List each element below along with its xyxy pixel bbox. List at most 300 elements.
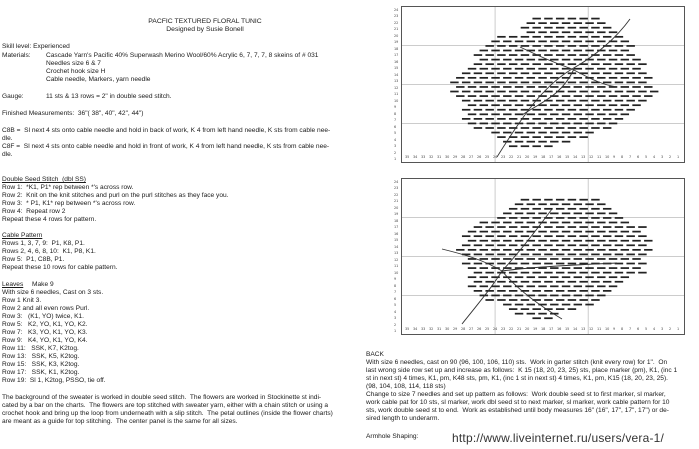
- column-number: 35: [405, 327, 410, 331]
- stitch-bar: [603, 109, 611, 111]
- stitch-bar: [621, 240, 629, 242]
- stitch-bar: [491, 222, 499, 224]
- stitch-bar: [562, 50, 570, 52]
- stitch-bar: [532, 317, 540, 319]
- designer-line: Designed by Susie Bonell: [166, 26, 244, 33]
- stitch-bar: [585, 258, 593, 260]
- stitch-bar: [503, 77, 511, 79]
- stitch-bar: [480, 123, 488, 125]
- stitch-bar: [574, 304, 582, 306]
- stitch-bar: [527, 249, 535, 251]
- stitch-bar: [527, 203, 535, 205]
- stitch-bar: [609, 285, 617, 287]
- double-seed-line: Repeat these 4 rows for pattern.: [2, 216, 97, 223]
- stitch-bar: [509, 226, 517, 228]
- stitch-bar: [515, 86, 523, 88]
- column-number: 9: [613, 155, 616, 159]
- stitch-bar: [562, 295, 570, 297]
- stitch-bar: [468, 95, 476, 97]
- stitch-bar: [609, 31, 617, 33]
- stitch-bar: [538, 276, 546, 278]
- stitch-bar: [579, 118, 587, 120]
- stitch-bar: [597, 258, 605, 260]
- column-number: 29: [453, 327, 458, 331]
- stitch-bar: [527, 258, 535, 260]
- stitch-bar: [579, 299, 587, 301]
- stitch-bar: [609, 222, 617, 224]
- stitch-bar: [579, 36, 587, 38]
- skill-level: Skill level: Experienced: [2, 43, 70, 50]
- stitch-bar: [480, 104, 488, 106]
- stitch-bar: [527, 123, 535, 125]
- stitch-bar: [585, 123, 593, 125]
- row-number: 13: [394, 79, 399, 84]
- leaves-line: With size 6 needles, Cast on 3 sts.: [2, 289, 104, 296]
- column-number: 11: [597, 327, 602, 331]
- stitch-bar: [568, 136, 576, 138]
- stitch-bar: [480, 258, 488, 260]
- stitch-bar: [521, 72, 529, 74]
- stitch-bar: [574, 203, 582, 205]
- column-number: 1: [677, 327, 680, 331]
- stitch-bar: [497, 299, 505, 301]
- stitch-bar: [497, 254, 505, 256]
- stitch-bar: [538, 22, 546, 24]
- stitch-bar: [515, 59, 523, 61]
- column-number: 25: [485, 327, 490, 331]
- stitch-bar: [491, 240, 499, 242]
- stitch-bar: [574, 213, 582, 215]
- stitch-bar: [603, 272, 611, 274]
- stitch-bar: [585, 249, 593, 251]
- stitch-bar: [615, 226, 623, 228]
- stitch-bar: [527, 68, 535, 70]
- stitch-bar: [644, 240, 652, 242]
- stitch-bar: [585, 203, 593, 205]
- stitch-bar: [550, 258, 558, 260]
- stitch-bar: [468, 104, 476, 106]
- stitch-bar: [632, 104, 640, 106]
- stitch-bar: [532, 118, 540, 120]
- stitch-bar: [538, 141, 546, 143]
- stitch-bar: [538, 68, 546, 70]
- row-number: 4: [394, 137, 397, 142]
- column-number: 2: [669, 327, 672, 331]
- row-number: 24: [394, 8, 399, 12]
- stitch-bar: [509, 54, 517, 56]
- stitch-bar: [621, 258, 629, 260]
- stitch-bar: [615, 217, 623, 219]
- stitch-bar: [503, 285, 511, 287]
- stitch-bar: [638, 72, 646, 74]
- stitch-bar: [603, 127, 611, 129]
- stitch-bar: [609, 276, 617, 278]
- stitch-bar: [621, 41, 629, 43]
- stitch-bar: [527, 59, 535, 61]
- row-number: 22: [394, 20, 399, 25]
- stitch-bar: [515, 276, 523, 278]
- stitch-bar: [491, 285, 499, 287]
- leaves-line: Row 11: SSK, K7, K2tog.: [2, 345, 79, 352]
- stitch-bar: [615, 100, 623, 102]
- stitch-bar: [474, 54, 482, 56]
- stitch-bar: [597, 77, 605, 79]
- column-number: 9: [613, 327, 616, 331]
- stitch-bar: [579, 127, 587, 129]
- stitch-bar: [532, 27, 540, 29]
- cable-pattern-line: Rows 1, 3, 7, 9: P1, K8, P1.: [2, 240, 85, 247]
- stitch-bar: [474, 82, 482, 84]
- stitch-bar: [544, 299, 552, 301]
- stitch-bar: [527, 113, 535, 115]
- stitch-bar: [568, 27, 576, 29]
- stitch-bar: [585, 104, 593, 106]
- stitch-bar: [550, 304, 558, 306]
- stitch-bar: [574, 258, 582, 260]
- row-number: 15: [394, 66, 399, 71]
- stitch-bar: [532, 109, 540, 111]
- stitch-bar: [568, 226, 576, 228]
- stitch-bar: [591, 290, 599, 292]
- stitch-bar: [497, 263, 505, 265]
- row-number: 9: [394, 277, 397, 282]
- stitch-bar: [597, 86, 605, 88]
- stitch-bar: [632, 231, 640, 233]
- stitch-bar: [515, 240, 523, 242]
- stitch-bar: [603, 290, 611, 292]
- row-number: 21: [394, 27, 399, 32]
- stitch-bar: [468, 276, 476, 278]
- stitch-bar: [550, 285, 558, 287]
- stitch-bar: [503, 258, 511, 260]
- stitch-bar: [591, 72, 599, 74]
- stitch-bar: [456, 86, 464, 88]
- stitch-bar: [568, 308, 576, 310]
- stitch-bar: [521, 217, 529, 219]
- stitch-bar: [609, 59, 617, 61]
- column-number: 6: [637, 155, 640, 159]
- stitch-bar: [497, 109, 505, 111]
- stitch-bar: [480, 86, 488, 88]
- stitch-bar: [503, 41, 511, 43]
- stitch-bar: [574, 59, 582, 61]
- row-number: 2: [394, 322, 397, 327]
- row-number: 19: [394, 40, 399, 45]
- stitch-bar: [556, 100, 564, 102]
- stitch-bar: [585, 213, 593, 215]
- column-number: 3: [661, 155, 664, 159]
- stitch-bar: [585, 132, 593, 134]
- stitch-bar: [638, 244, 646, 246]
- stitch-bar: [585, 240, 593, 242]
- stitch-bar: [574, 222, 582, 224]
- stitch-bar: [509, 100, 517, 102]
- stitch-bar: [556, 118, 564, 120]
- stitch-bar: [515, 104, 523, 106]
- column-number: 12: [589, 327, 594, 331]
- stitch-bar: [544, 145, 552, 147]
- stitch-bar: [556, 109, 564, 111]
- stitch-bar: [509, 63, 517, 65]
- stitch-bar: [632, 240, 640, 242]
- stitch-bar: [591, 36, 599, 38]
- stitch-bar: [638, 226, 646, 228]
- stitch-bar: [485, 91, 493, 93]
- stitch-bar: [632, 95, 640, 97]
- stitch-bar: [485, 109, 493, 111]
- stitch-bar: [579, 91, 587, 93]
- stitch-bar: [480, 77, 488, 79]
- stitch-bar: [485, 100, 493, 102]
- column-number: 24: [493, 327, 498, 331]
- stitch-bar: [544, 45, 552, 47]
- stitch-bar: [474, 109, 482, 111]
- stitch-bar: [532, 263, 540, 265]
- stitch-bar: [585, 22, 593, 24]
- stitch-bar: [579, 45, 587, 47]
- stitch-bar: [562, 258, 570, 260]
- stitch-bar: [591, 217, 599, 219]
- stitch-bar: [597, 240, 605, 242]
- stitch-bar: [550, 104, 558, 106]
- stitch-bar: [556, 244, 564, 246]
- stitch-bar: [597, 104, 605, 106]
- stitch-bar: [544, 54, 552, 56]
- stitch-bar: [474, 72, 482, 74]
- stitch-bar: [591, 226, 599, 228]
- stitch-bar: [621, 86, 629, 88]
- stitch-bar: [585, 267, 593, 269]
- column-number: 16: [557, 155, 562, 159]
- stitch-bar: [562, 95, 570, 97]
- stitch-bar: [485, 281, 493, 283]
- stitch-bar: [532, 82, 540, 84]
- stitch-bar: [538, 258, 546, 260]
- stitch-bar: [474, 118, 482, 120]
- stitch-bar: [521, 308, 529, 310]
- stitch-bar: [544, 317, 552, 319]
- stitch-bar: [509, 235, 517, 237]
- column-number: 19: [533, 155, 538, 159]
- stitch-bar: [626, 254, 634, 256]
- column-number: 8: [621, 155, 624, 159]
- stitch-bar: [532, 244, 540, 246]
- stitch-bar: [497, 217, 505, 219]
- column-number: 16: [557, 327, 562, 331]
- stitch-bar: [509, 82, 517, 84]
- stitch-bar: [621, 249, 629, 251]
- stitch-bar: [556, 54, 564, 56]
- row-number: 12: [394, 257, 399, 262]
- stitch-bar: [574, 41, 582, 43]
- stitch-bar: [609, 95, 617, 97]
- stitch-bar: [538, 240, 546, 242]
- stitch-bar: [532, 36, 540, 38]
- row-number: 18: [394, 218, 399, 223]
- stitch-bar: [509, 263, 517, 265]
- stitch-bar: [591, 109, 599, 111]
- stitch-bar: [574, 123, 582, 125]
- column-number: 21: [517, 327, 522, 331]
- stitch-bar: [544, 63, 552, 65]
- stitch-bar: [556, 281, 564, 283]
- stitch-bar: [497, 91, 505, 93]
- stitch-bar: [521, 45, 529, 47]
- stitch-bar: [527, 304, 535, 306]
- stitch-bar: [538, 203, 546, 205]
- stitch-bar: [515, 231, 523, 233]
- stitch-bar: [503, 104, 511, 106]
- stitch-bar: [474, 263, 482, 265]
- stitch-bar: [538, 31, 546, 33]
- stitch-bar: [485, 72, 493, 74]
- column-number: 22: [509, 155, 514, 159]
- stitch-bar: [603, 208, 611, 210]
- stitch-bar: [544, 290, 552, 292]
- stitch-bar: [509, 217, 517, 219]
- stitch-bar: [491, 231, 499, 233]
- stitch-bar: [615, 54, 623, 56]
- stitch-bar: [621, 68, 629, 70]
- stitch-bar: [480, 249, 488, 251]
- stitch-bar: [568, 91, 576, 93]
- stitch-bar: [621, 50, 629, 52]
- stitch-bar: [485, 54, 493, 56]
- stitch-bar: [603, 281, 611, 283]
- stitch-bar: [527, 313, 535, 315]
- row-number: 17: [394, 225, 399, 230]
- stitch-bar: [450, 91, 458, 93]
- stitch-bar: [579, 290, 587, 292]
- stitch-bar: [591, 27, 599, 29]
- stitch-bar: [550, 267, 558, 269]
- column-number: 13: [581, 327, 586, 331]
- stitch-bar: [568, 208, 576, 210]
- stitch-bar: [579, 226, 587, 228]
- stitch-bar: [597, 31, 605, 33]
- column-number: 17: [549, 155, 554, 159]
- leaves-line: Row 17: SSK, K1, K2tog.: [2, 369, 80, 376]
- stitch-bar: [480, 113, 488, 115]
- stitch-bar: [638, 272, 646, 274]
- stitch-bar: [521, 54, 529, 56]
- stitch-bar: [585, 222, 593, 224]
- stitch-bar: [532, 127, 540, 129]
- stitch-bar: [644, 86, 652, 88]
- stitch-bar: [515, 249, 523, 251]
- stitch-bar: [544, 244, 552, 246]
- stitch-bar: [544, 254, 552, 256]
- stitch-bar: [597, 295, 605, 297]
- stitch-bar: [579, 82, 587, 84]
- stitch-bar: [609, 231, 617, 233]
- stitch-bar: [562, 132, 570, 134]
- stitch-bar: [556, 45, 564, 47]
- stitch-bar: [497, 72, 505, 74]
- stitch-bar: [603, 217, 611, 219]
- stitch-bar: [497, 127, 505, 129]
- stitch-bar: [503, 213, 511, 215]
- stitch-bar: [468, 86, 476, 88]
- stitch-bar: [562, 249, 570, 251]
- stitch-bar: [521, 27, 529, 29]
- stitch-bar: [497, 100, 505, 102]
- column-number: 7: [629, 327, 632, 331]
- stitch-bar: [550, 123, 558, 125]
- stitch-bar: [474, 244, 482, 246]
- stitch-bar: [568, 54, 576, 56]
- stitch-bar: [521, 127, 529, 129]
- stitch-bar: [480, 285, 488, 287]
- stitch-bar: [474, 254, 482, 256]
- stitch-bar: [532, 199, 540, 201]
- stitch-bar: [603, 63, 611, 65]
- row-number: 9: [394, 105, 397, 110]
- stitch-bar: [556, 290, 564, 292]
- stitch-bar: [579, 254, 587, 256]
- row-number: 12: [394, 85, 399, 90]
- stitch-bar: [491, 86, 499, 88]
- stitch-bar: [603, 118, 611, 120]
- column-number: 30: [445, 327, 450, 331]
- stitch-bar: [568, 63, 576, 65]
- stitch-bar: [562, 113, 570, 115]
- finished-measurements: Finished Measurements: 36"( 38", 40", 42", 44"): [2, 110, 144, 117]
- materials-line: Cable needle, Markers, yarn needle: [46, 76, 151, 83]
- stitch-bar: [515, 68, 523, 70]
- stitch-bar: [550, 295, 558, 297]
- stitch-bar: [568, 36, 576, 38]
- stitch-bar: [509, 145, 517, 147]
- stitch-bar: [603, 226, 611, 228]
- stitch-bar: [568, 118, 576, 120]
- stitch-bar: [585, 86, 593, 88]
- flower-chart-top: [401, 6, 685, 163]
- stitch-bar: [562, 304, 570, 306]
- stitch-bar: [468, 113, 476, 115]
- stitch-bar: [597, 22, 605, 24]
- stitch-bar: [550, 276, 558, 278]
- double-seed-line: Row 4: Repeat row 2: [2, 208, 66, 215]
- row-number: 11: [394, 264, 399, 269]
- stitch-bar: [574, 77, 582, 79]
- stitch-bar: [632, 86, 640, 88]
- stitch-bar: [497, 226, 505, 228]
- stitch-bar: [603, 235, 611, 237]
- column-number: 12: [589, 155, 594, 159]
- stitch-bar: [603, 100, 611, 102]
- stitch-bar: [626, 82, 634, 84]
- column-number: 7: [629, 155, 632, 159]
- stitch-bar: [574, 104, 582, 106]
- stitch-bar: [609, 113, 617, 115]
- stitch-bar: [574, 231, 582, 233]
- stitch-bar: [621, 276, 629, 278]
- stitch-bar: [474, 272, 482, 274]
- stitch-bar: [562, 267, 570, 269]
- row-number: 4: [394, 309, 397, 314]
- column-number: 8: [621, 327, 624, 331]
- cable-pattern-line: Rows 2, 4, 6, 8, 10: K1, P8, K1.: [2, 248, 96, 255]
- stitch-bar: [562, 104, 570, 106]
- stitch-bar: [474, 235, 482, 237]
- stitch-bar: [491, 68, 499, 70]
- stitch-bar: [585, 295, 593, 297]
- materials-line: Crochet hook size H: [46, 68, 106, 75]
- stitch-bar: [485, 272, 493, 274]
- stitch-bar: [550, 22, 558, 24]
- row-number: 22: [394, 192, 399, 197]
